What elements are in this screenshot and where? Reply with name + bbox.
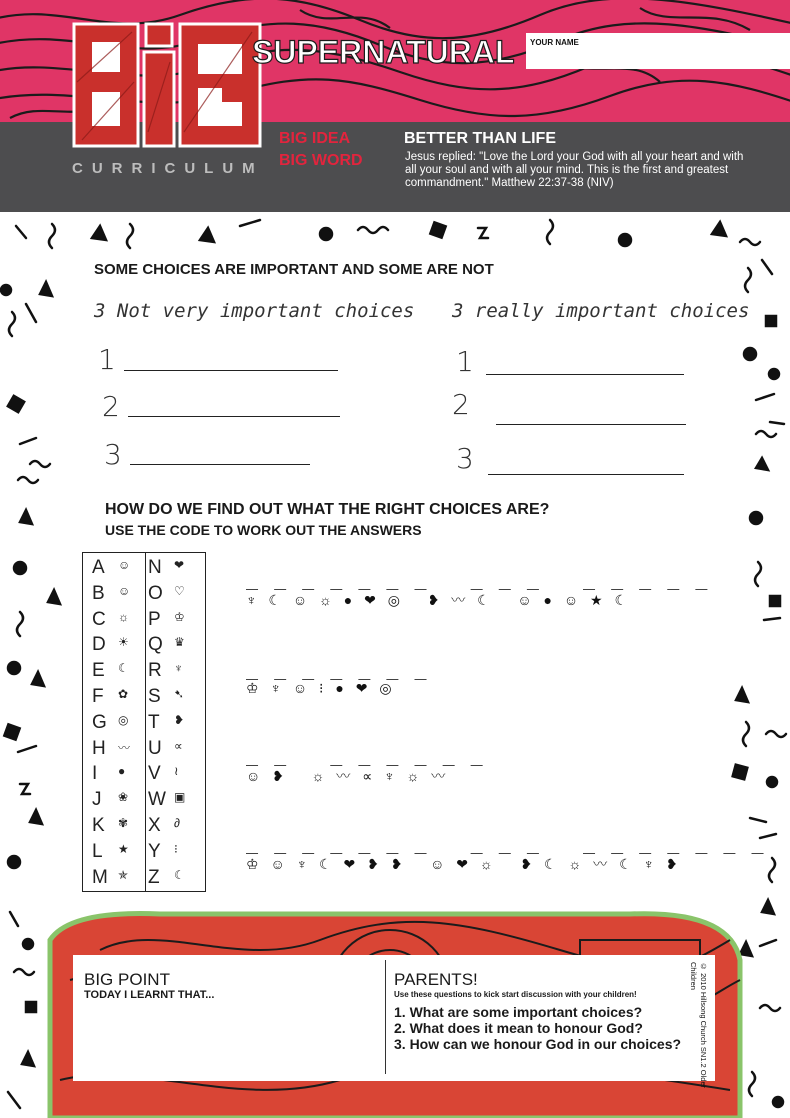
code-table-divider (145, 553, 146, 891)
code-row-left (92, 686, 129, 712)
code-symbol-icon: ✿ (118, 687, 129, 701)
code-symbol-icon: ☺ (118, 583, 131, 598)
code-symbol-icon: ❤ (174, 558, 185, 572)
code-row-left (92, 866, 129, 893)
code-key-table (82, 552, 206, 892)
code-row-right (148, 711, 185, 738)
right-answer-line-2[interactable] (496, 424, 686, 425)
right-answer-line-1[interactable] (486, 374, 684, 375)
puzzle-3 (246, 742, 485, 786)
puzzle-2-blanks[interactable]: _ _ _ _ _ _ _ (246, 656, 429, 680)
code-letter: B (92, 582, 105, 604)
right-number-3: 3 (456, 442, 474, 475)
code-row-right (148, 634, 185, 660)
question-1: 1. What are some important choices? (394, 1004, 643, 1020)
footer-divider (385, 960, 386, 1074)
puzzle-1-blanks[interactable]: _ _ _ _ _ _ _ _ _ _ _ _ _ _ _ (246, 566, 710, 590)
left-answer-line-1[interactable] (124, 370, 338, 371)
code-symbol-icon: ❥ (174, 712, 185, 727)
code-letter: D (92, 634, 106, 656)
code-letter: J (92, 789, 102, 811)
code-symbol-icon: ☼ (118, 609, 129, 624)
code-letter: O (148, 582, 163, 604)
code-letter: U (148, 737, 162, 759)
code-row-right (148, 582, 185, 609)
page-title: SUPERNATURAL (252, 34, 515, 70)
big-logo (72, 22, 262, 148)
puzzle-4-blanks[interactable]: _ _ _ _ _ _ _ _ _ _ _ _ _ _ _ _ _ (246, 830, 766, 854)
code-symbol-icon: ♔ (174, 609, 185, 624)
puzzle-1 (246, 566, 709, 610)
code-symbol-icon: ♡ (174, 583, 185, 598)
your-name-label: YOUR NAME (530, 38, 579, 47)
code-letter: K (92, 815, 105, 836)
code-row-right (148, 789, 186, 815)
bible-verse: Jesus replied: "Love the Lord your God with all your heart and with all your soul and with all your mind. This is the first and greatest commandment." Matthew 22:37-38 (NIV) (405, 151, 744, 189)
puzzle-4 (246, 830, 766, 874)
code-row-right (148, 608, 185, 635)
code-letter: W (148, 789, 166, 811)
code-symbol-icon: ☾ (174, 867, 185, 882)
parents-subtitle: Use these questions to kick start discussion with your children! (394, 990, 637, 999)
code-row-left (92, 557, 131, 583)
code-letter: I (92, 763, 98, 785)
code-row-left (92, 815, 129, 841)
big-idea-label: BIG IDEA (279, 130, 351, 147)
big-point-subtitle: TODAY I LEARNT THAT... (84, 989, 215, 1001)
code-letter: G (92, 711, 107, 733)
code-letter: F (92, 686, 104, 707)
code-symbol-icon: ♛ (174, 635, 185, 650)
choices-heading: SOME CHOICES ARE IMPORTANT AND SOME ARE NOT (94, 261, 494, 278)
code-symbol-icon: ∝ (174, 738, 183, 753)
code-letter: Z (148, 866, 160, 888)
code-symbol-icon: ≀ (174, 764, 179, 779)
code-letter: N (148, 557, 162, 578)
left-number-1: 1 (98, 343, 116, 376)
puzzle-2-cipher: ♔ ♆ ☺ ⁝ ● ❤ ◎ (246, 680, 396, 696)
code-symbol-icon: ☀ (118, 635, 129, 650)
code-row-left (92, 582, 131, 609)
code-row-right (148, 866, 185, 893)
code-letter: L (92, 840, 103, 862)
code-heading: HOW DO WE FIND OUT WHAT THE RIGHT CHOICES ARE? (105, 501, 550, 518)
code-symbol-icon: ❀ (118, 790, 129, 805)
left-number-3: 3 (104, 438, 122, 471)
code-letter: V (148, 763, 161, 785)
left-column-heading: 3 Not very important choices (94, 300, 415, 322)
code-letter: T (148, 711, 160, 733)
code-letter: P (148, 608, 161, 630)
copyright-text: © 2010 Hillsong Church SN1.2 Older Children (689, 962, 708, 1089)
code-letter: H (92, 737, 106, 759)
code-symbol-icon: ✯ (118, 867, 129, 882)
idea-title: BETTER THAN LIFE (404, 130, 556, 147)
code-row-right (148, 815, 180, 841)
left-answer-line-3[interactable] (130, 464, 310, 465)
code-row-left (92, 763, 126, 789)
code-letter: Y (148, 840, 161, 862)
code-letter: C (92, 608, 106, 630)
parents-questions (394, 1004, 682, 1052)
code-symbol-icon: ✾ (118, 816, 129, 830)
right-answer-line-3[interactable] (488, 474, 684, 475)
puzzle-4-cipher: ♔ ☺ ♆ ☾ ❤ ❥ ❥ ☺ ❤ ☼ ❥ ☾ ☼ 〰 ☾ ♆ ❥ (246, 856, 682, 872)
big-idea-labels (279, 128, 363, 172)
code-letter: A (92, 557, 105, 578)
puzzle-3-blanks[interactable]: _ _ _ _ _ _ _ _ (246, 742, 485, 766)
code-row-right (148, 660, 183, 686)
code-symbol-icon: ☾ (118, 661, 129, 676)
puzzle-1-cipher: ♆ ☾ ☺ ☼ ● ❤ ◎ ❥ 〰 ☾ ☺ ● ☺ ★ ☾ (246, 592, 632, 608)
code-row-left (92, 711, 129, 738)
curriculum-label: CURRICULUM (72, 160, 264, 177)
right-number-2: 2 (452, 388, 470, 421)
code-symbol-icon: ♆ (174, 661, 183, 676)
code-row-right (148, 763, 179, 789)
puzzle-3-cipher: ☺ ❥ ☼ 〰 ∝ ♆ ☼ 〰 (246, 768, 450, 784)
code-letter: M (92, 866, 108, 888)
code-symbol-icon: ◎ (118, 712, 129, 727)
code-symbol-icon: ⁝ (174, 841, 178, 856)
code-row-right (148, 557, 185, 583)
code-row-left (92, 608, 129, 635)
code-letter: S (148, 686, 161, 707)
code-row-right (148, 686, 185, 712)
code-symbol-icon: ∂ (174, 816, 180, 830)
code-row-left (92, 737, 131, 764)
code-row-left (92, 789, 129, 815)
right-number-1: 1 (456, 345, 474, 378)
big-point-title: BIG POINT (84, 970, 170, 989)
code-symbol-icon: ▣ (174, 790, 186, 805)
code-row-left (92, 840, 129, 867)
code-symbol-icon: ➷ (174, 687, 185, 701)
code-symbol-icon: ● (118, 764, 126, 779)
question-3: 3. How can we honour God in our choices? (394, 1036, 682, 1052)
code-row-left (92, 660, 129, 686)
code-letter: Q (148, 634, 163, 656)
puzzle-2 (246, 656, 429, 697)
code-subheading: USE THE CODE TO WORK OUT THE ANSWERS (105, 522, 422, 538)
code-symbol-icon: ★ (118, 841, 129, 856)
big-word-label: BIG WORD (279, 152, 363, 169)
code-symbol-icon: ☺ (118, 558, 131, 572)
left-number-2: 2 (102, 390, 120, 423)
code-row-right (148, 840, 178, 867)
right-column-heading: 3 really important choices (452, 300, 750, 322)
code-letter: R (148, 660, 162, 682)
code-row-right (148, 737, 183, 764)
code-row-left (92, 634, 129, 660)
code-letter: E (92, 660, 105, 682)
left-answer-line-2[interactable] (128, 416, 340, 417)
parents-title: PARENTS! (394, 970, 478, 989)
code-letter: X (148, 815, 161, 836)
code-symbol-icon: 〰 (118, 740, 131, 755)
question-2: 2. What does it mean to honour God? (394, 1020, 643, 1036)
